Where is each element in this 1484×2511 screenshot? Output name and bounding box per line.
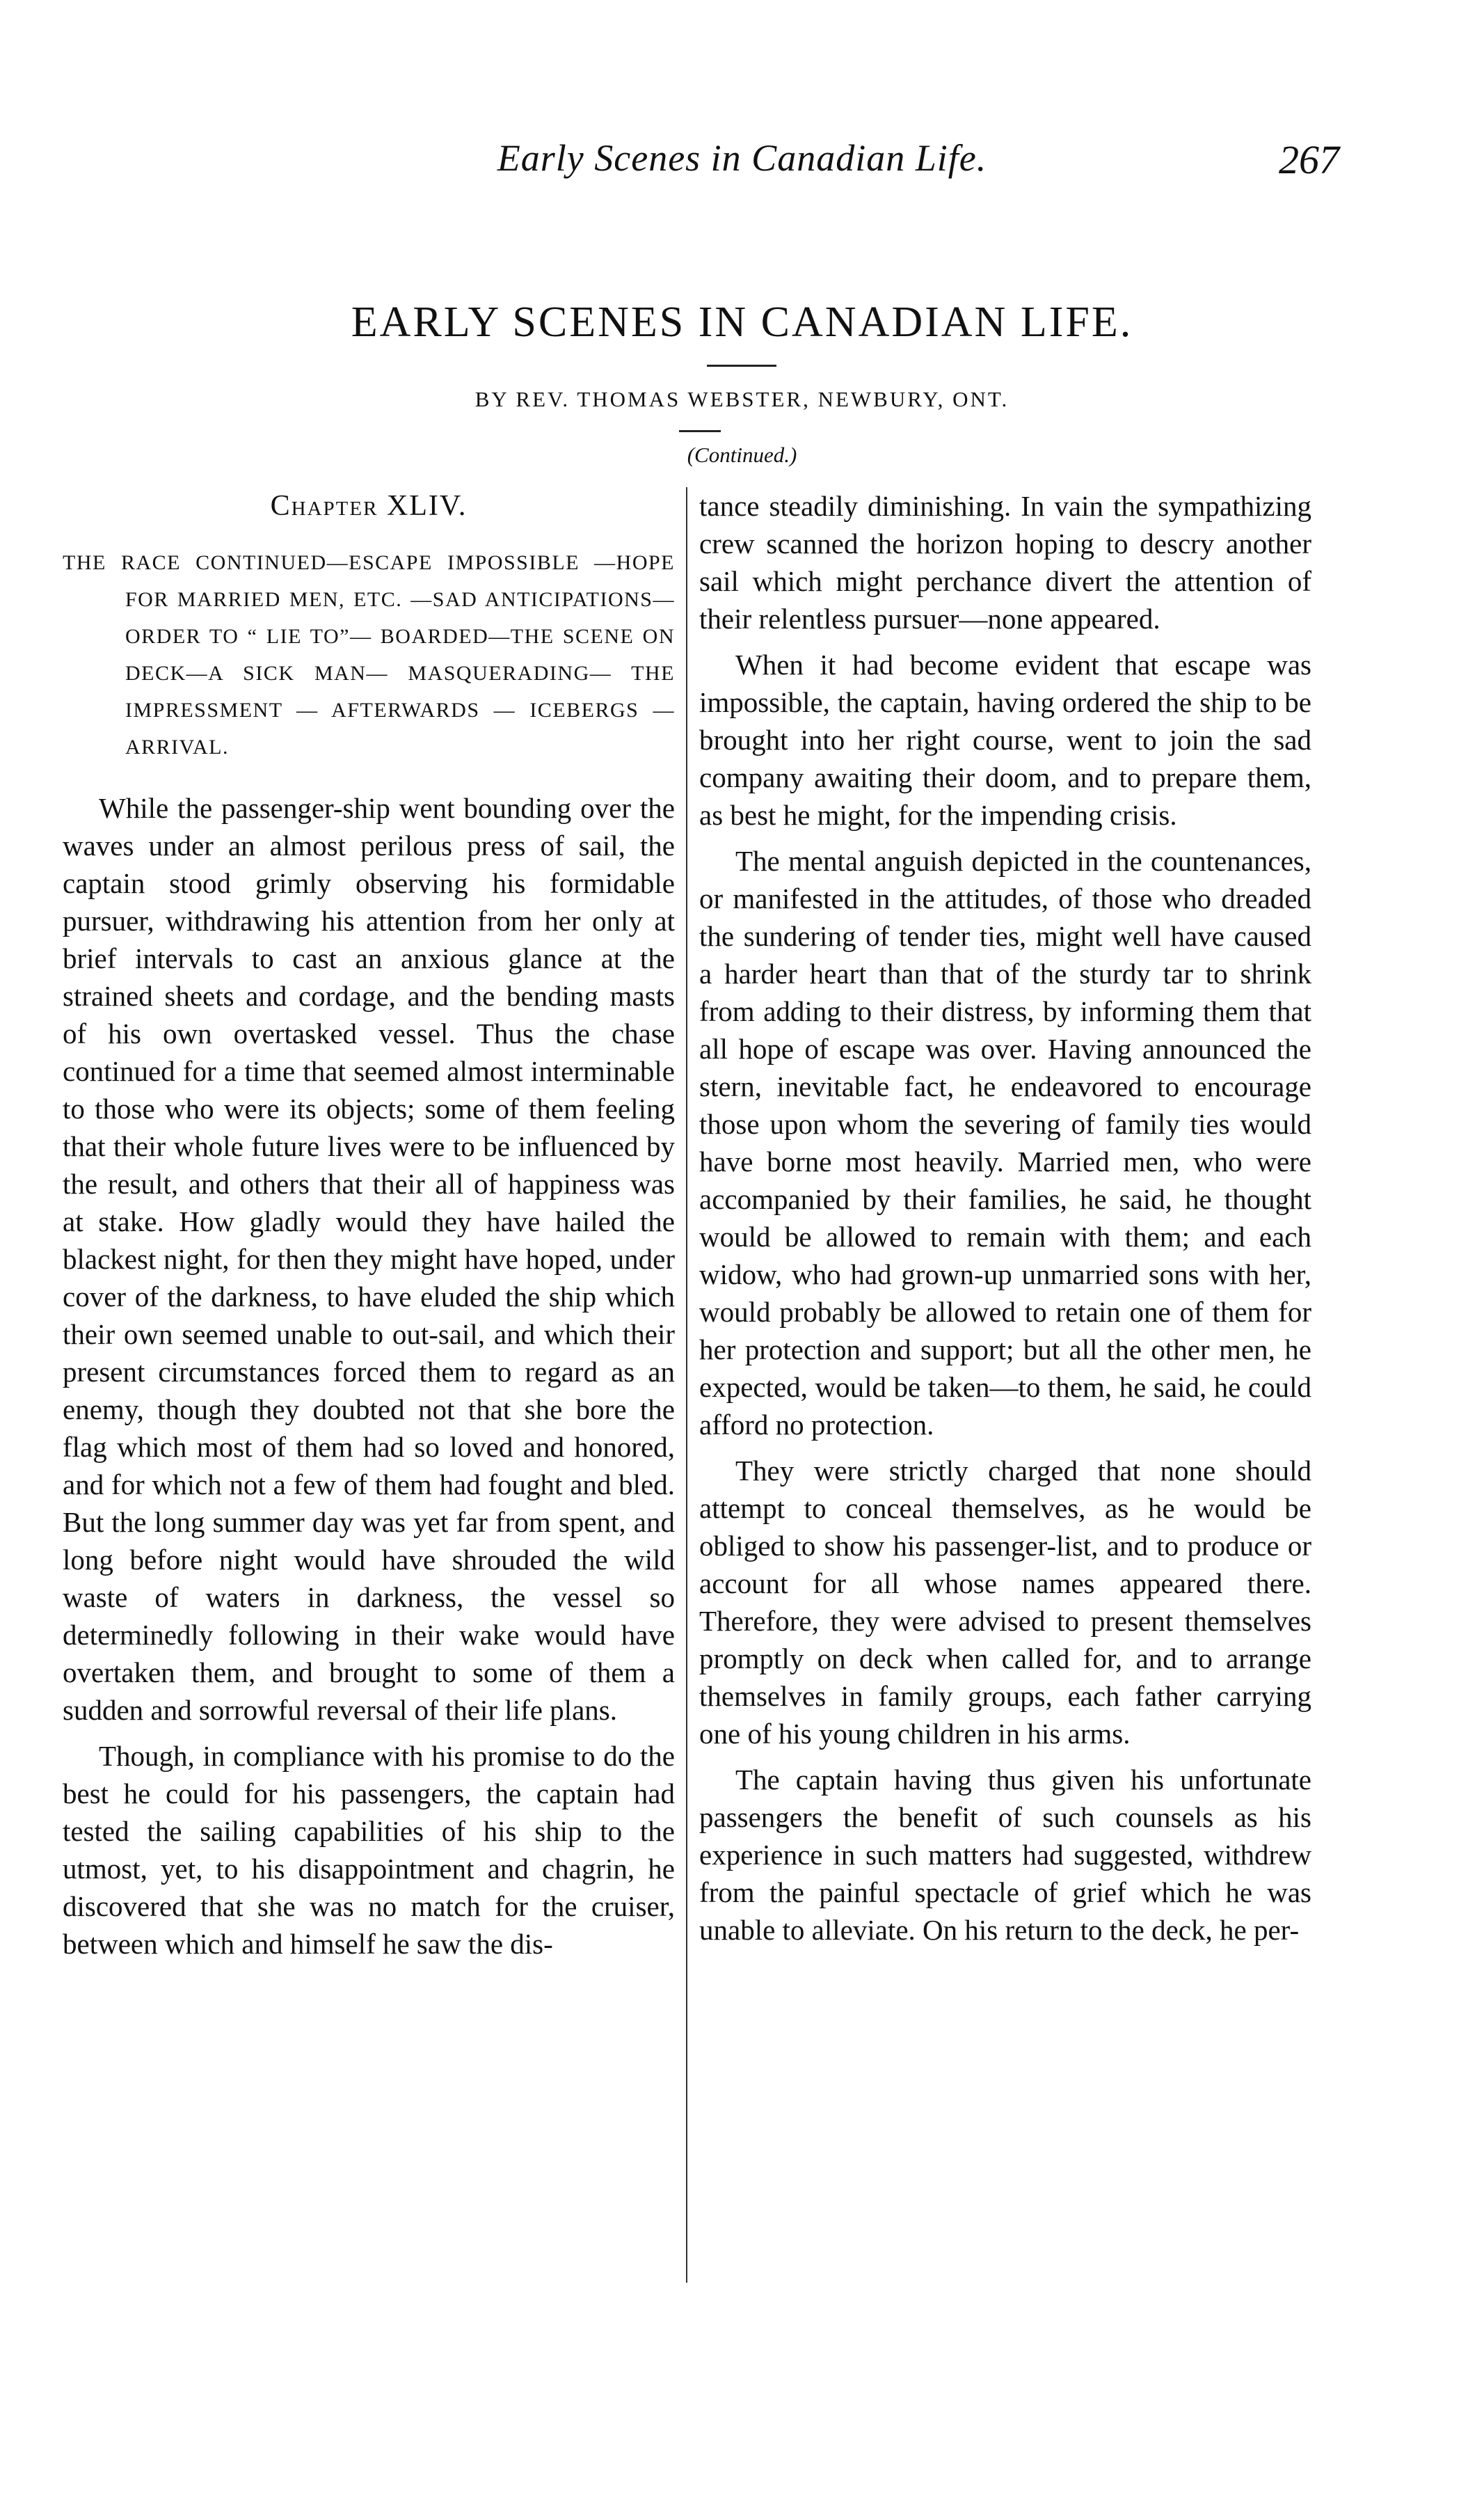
article-title: EARLY SCENES IN CANADIAN LIFE. [351, 299, 1133, 346]
running-title: Early Scenes in Canadian Life. [497, 137, 987, 179]
paragraph: The mental anguish depicted in the countenances, or manifested in the attitudes, of those who dreaded the sundering of tender ties, might well have caused a harder heart than that of the sturdy tar to shrink from adding to their distress, by informing them that all hope of escape was over. Having announced the stern, inevitable fact, he endeavored to encourage those upon whom the severing of family ties would have borne most heavily. Married men, who were accompanied by their families, he said, he thought would be allowed to remain with them; and each widow, who had grown-up unmarried sons with her, would probably be allowed to retain one of them for her protection and support; but all the other men, he expected, would be taken—to them, he said, he could afford no protection. [699, 845, 1311, 1441]
continued-note: (Continued.) [687, 443, 797, 467]
left-column [63, 487, 675, 1971]
paragraph: When it had become evident that escape was impossible, the captain, having ordered the ship to be brought into her right course, went to join the sad company awaiting their doom, and to prepare them, as best he might, for the impending crisis. [699, 649, 1311, 831]
paragraph: The captain having thus given his unfortunate passengers the benefit of such counsels as his experience in such matters had suggested, withdrew from the painful spectacle of grief which he was unable to alleviate. On his return to the deck, he per- [699, 1764, 1311, 1946]
chapter-synopsis: THE RACE CONTINUED—ESCAPE IMPOSSIBLE —HOPE FOR MARRIED MEN, ETC. —SAD ANTICIPATIONS—ORDER TO “ LIE TO”— BOARDED—THE SCENE ON DECK—A SICK MAN— MASQUERADING— THE IMPRESSMENT — AFTERWARDS — ICEBERGS — ARRIVAL. [63, 551, 675, 759]
paragraph: They were strictly charged that none should attempt to conceal themselves, as he would be obliged to show his passenger-list, and to produce or account for all whose names appeared there. Therefore, they were advised to present themselves promptly on deck when called for, and to arrange themselves in family groups, each father carrying one of his young children in his arms. [699, 1455, 1311, 1750]
page-number: 267 [1279, 137, 1339, 182]
paragraph: While the passenger-ship went bounding over the waves under an almost perilous press of sail, the captain stood grimly observing his formidable pursuer, withdrawing his attention from her only at brief intervals to cast an anxious glance at the strained sheets and cordage, and the bending masts of his own overtasked vessel. Thus the chase continued for a time that seemed almost interminable to those who were its objects; some of them feeling that their whole future lives were to be influenced by the result, and others that their all of happiness was at stake. How gladly would they have hailed the blackest night, for then they might have hoped, under cover of the darkness, to have eluded the ship which their own seemed unable to out-sail, and which their present circumstances forced them to regard as an enemy, though they doubted not that she bore the flag which most of them had so loved and honored, and for which not a few of them had fought and bled. But the long summer day was yet far from spent, and long before night would have shrouded the wild waste of waters in darkness, the vessel so determinedly following in their wake would have overtaken them, and brought to some of them a sudden and sorrowful reversal of their life plans. [63, 792, 675, 1726]
paragraph: tance steadily diminishing. In vain the sympathizing crew scanned the horizon hoping to descry another sail which might perchance divert the attention of their relentless pursuer—none appeared. [699, 490, 1311, 635]
title-rule [707, 365, 776, 367]
byline: BY REV. THOMAS WEBSTER, NEWBURY, ONT. [474, 387, 1010, 411]
byline-rule [679, 430, 721, 432]
column-divider [686, 487, 687, 2283]
chapter-heading: Chapter XLIV. [270, 490, 468, 522]
paragraph: Though, in compliance with his promise to do the best he could for his passengers, the captain had tested the sailing capabilities of his ship to the utmost, yet, to his disappointment and chagrin, he discovered that she was no match for the cruiser, between which and himself he saw the dis- [63, 1740, 675, 1960]
right-column [699, 487, 1311, 1957]
